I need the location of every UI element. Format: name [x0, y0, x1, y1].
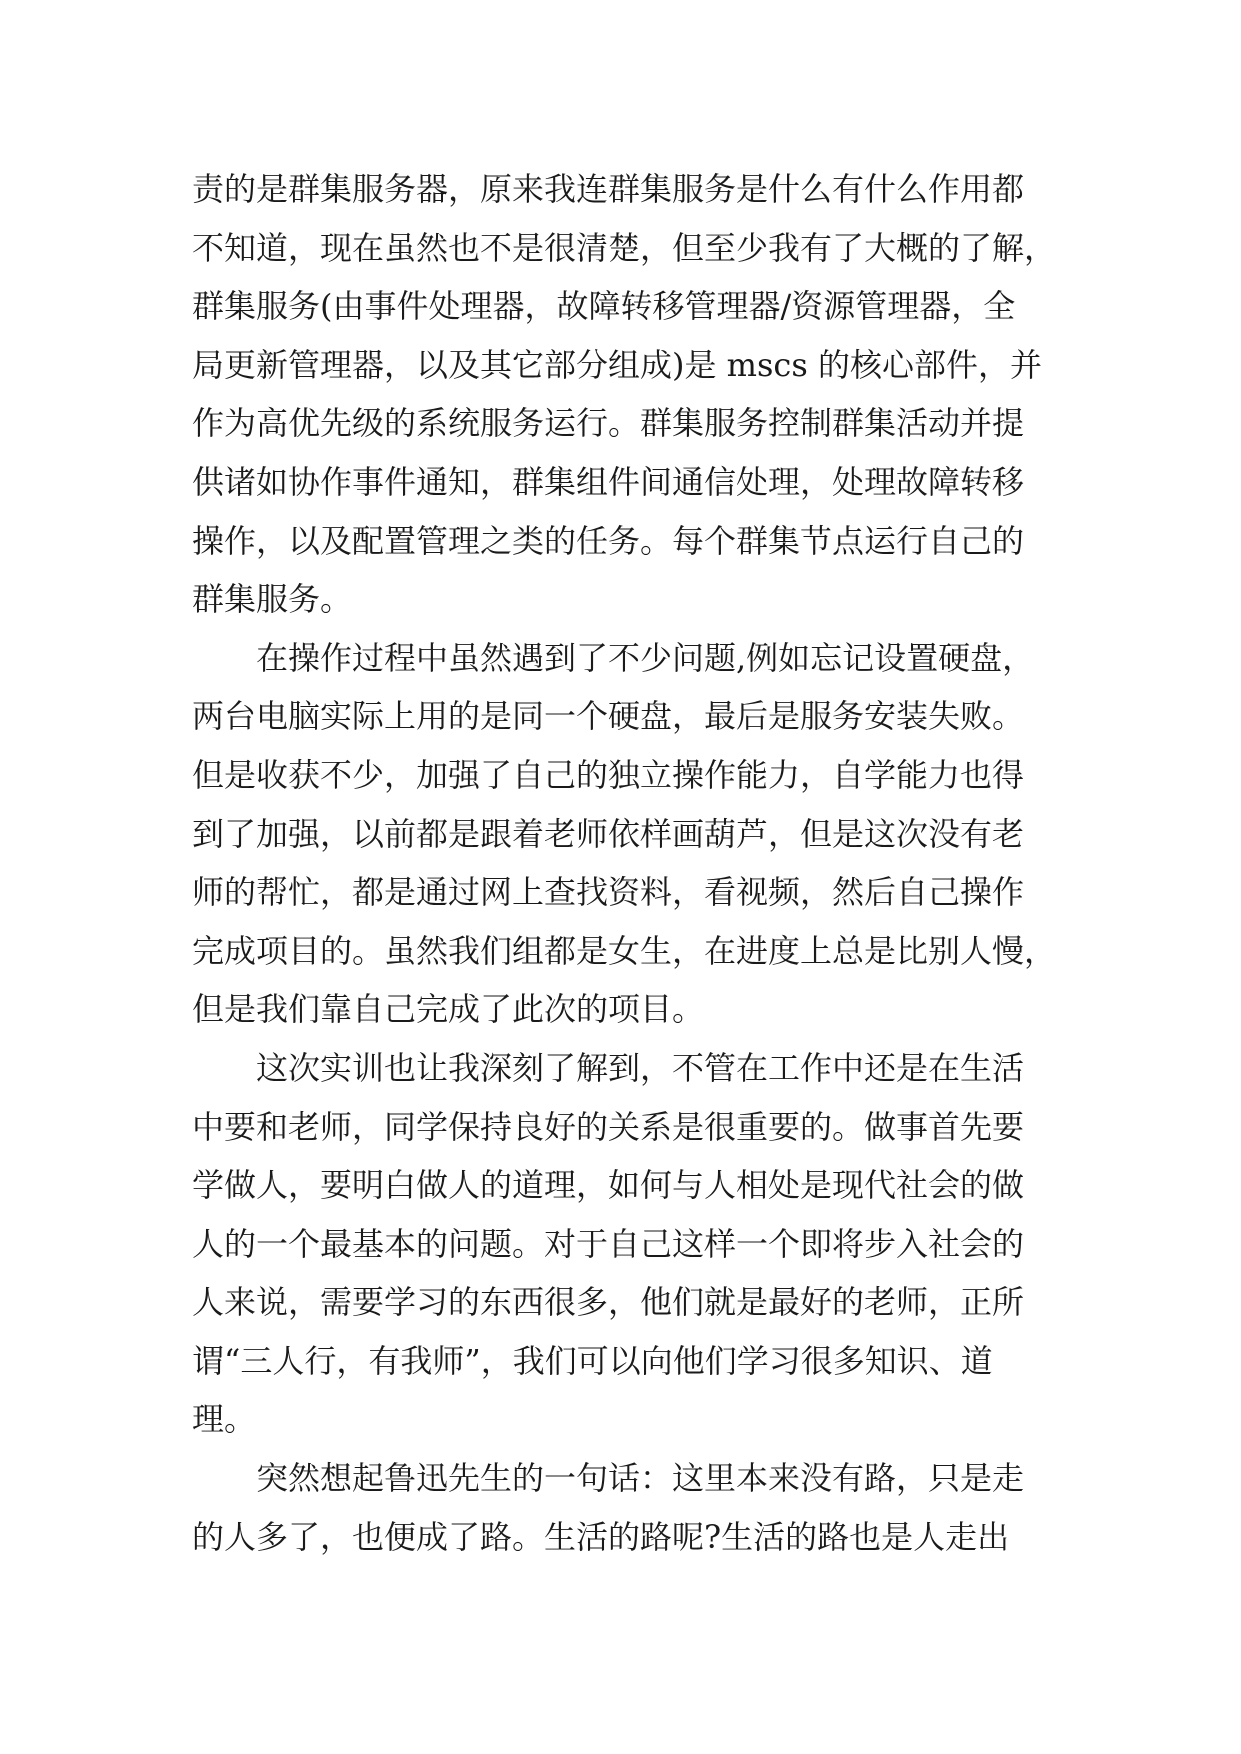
- text-line: 作为高优先级的系统服务运行。群集服务控制群集活动并提: [192, 404, 1025, 443]
- text-line: 但是我们靠自己完成了此次的项目。: [192, 990, 705, 1029]
- text-line: 责的是群集服务器，原来我连群集服务是什么有什么作用都: [192, 170, 1025, 208]
- paragraph: [192, 160, 1072, 629]
- paragraph: [192, 1449, 1072, 1566]
- body-text: [192, 160, 1072, 1566]
- text-line: 供诸如协作事件通知，群集组件间通信处理，处理故障转移: [192, 462, 1025, 501]
- text-line: 不知道，现在虽然也不是很清楚，但至少我有了大概的了解，: [192, 228, 1057, 267]
- text-line: 人来说，需要学习的东西很多，他们就是最好的老师，正所: [192, 1283, 1025, 1322]
- text-line: 但是收获不少，加强了自己的独立操作能力，自学能力也得: [192, 755, 1025, 794]
- text-line: 理。: [192, 1400, 257, 1439]
- text-line: 两台电脑实际上用的是同一个硬盘，最后是服务安装失败。: [192, 697, 1025, 736]
- text-line: 这次实训也让我深刻了解到，不管在工作中还是在生活: [256, 1048, 1025, 1087]
- text-line: 到了加强，以前都是跟着老师依样画葫芦，但是这次没有老: [192, 814, 1025, 853]
- text-line: 学做人，要明白做人的道理，如何与人相处是现代社会的做: [192, 1166, 1025, 1205]
- text-line: 的人多了，也便成了路。生活的路呢?生活的路也是人走出: [192, 1517, 1010, 1556]
- text-line: 局更新管理器，以及其它部分组成)是 mscs 的核心部件，并: [192, 345, 1042, 384]
- text-line: 谓“三人行，有我师”，我们可以向他们学习很多知识、道: [192, 1341, 993, 1380]
- text-line: 群集服务。: [192, 580, 353, 619]
- text-line: 操作，以及配置管理之类的任务。每个群集节点运行自己的: [192, 521, 1025, 560]
- text-line: 完成项目的。虽然我们组都是女生，在进度上总是比别人慢，: [192, 931, 1057, 970]
- text-line: 在操作过程中虽然遇到了不少问题,例如忘记设置硬盘，: [256, 638, 1035, 677]
- paragraph: [192, 629, 1072, 1039]
- text-line: 师的帮忙，都是通过网上查找资料，看视频，然后自己操作: [192, 873, 1025, 912]
- paragraph: [192, 1039, 1072, 1449]
- text-line: 人的一个最基本的问题。对于自己这样一个即将步入社会的: [192, 1224, 1025, 1263]
- text-line: 突然想起鲁迅先生的一句话：这里本来没有路，只是走: [256, 1459, 1025, 1498]
- text-line: 中要和老师，同学保持良好的关系是很重要的。做事首先要: [192, 1107, 1025, 1146]
- text-line: 群集服务(由事件处理器，故障转移管理器/资源管理器，全: [192, 287, 1016, 326]
